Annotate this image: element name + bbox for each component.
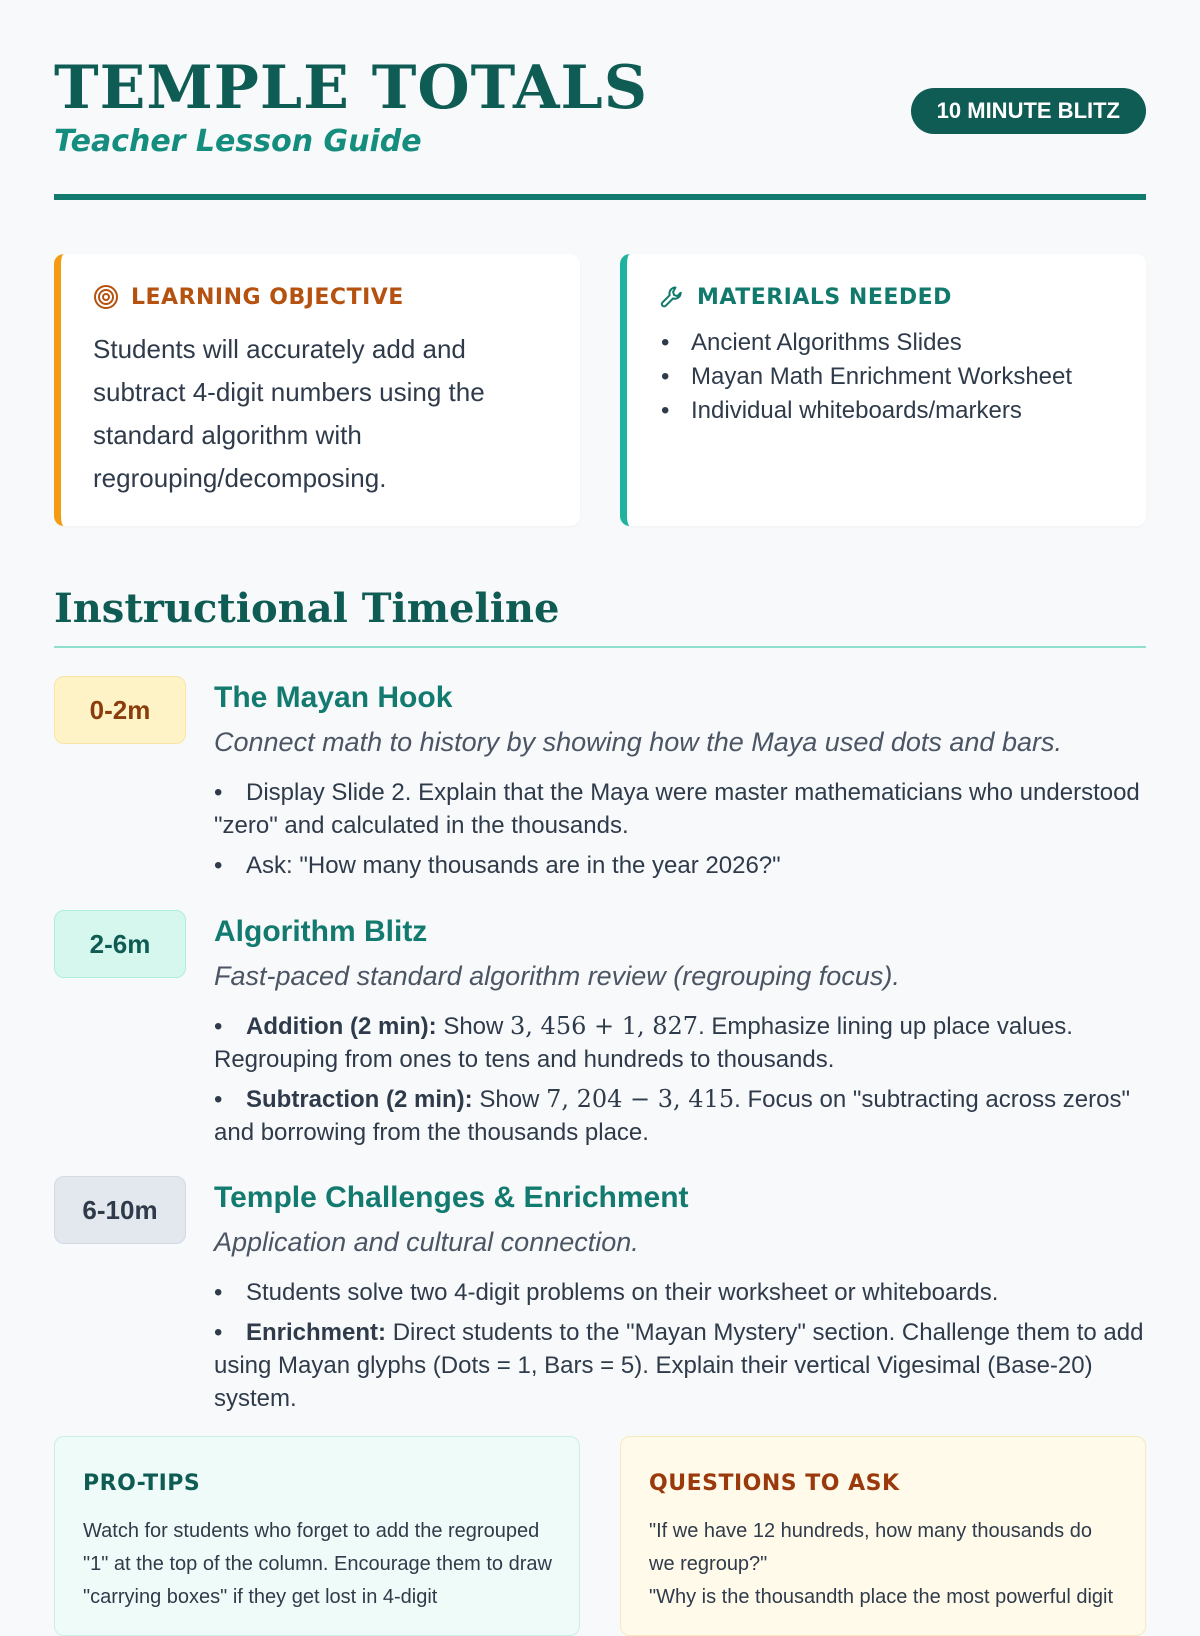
questions-list [649, 1515, 1121, 1614]
bullet-prefix: Show [443, 1013, 504, 1040]
step-title: The Mayan Hook [214, 681, 453, 714]
wrench-icon [659, 284, 685, 310]
list-item [214, 776, 1146, 842]
list-item: • Mayan Math Enrichment Worksheet [659, 360, 1126, 394]
step-description: Application and cultural connection. [214, 1227, 639, 1257]
learning-objective-label: LEARNING OBJECTIVE [131, 284, 404, 310]
timeline-title: Instructional Timeline [54, 585, 560, 632]
bullet-prefix: Show [479, 1086, 540, 1113]
learning-objective-text: Students will accurately add and subtract 4-digit numbers using the standard algorithm with regrouping/decomposing. [93, 334, 485, 493]
question-item: "Why is the thousandth place the most powerful digit [649, 1586, 1114, 1608]
learning-objective-card [54, 254, 580, 526]
step-body [214, 1176, 1146, 1422]
materials-card [620, 254, 1146, 526]
time-badge: 6-10m [54, 1176, 186, 1244]
questions-card [620, 1436, 1146, 1636]
step-bullets [214, 776, 1146, 882]
time-badge: 2-6m [54, 910, 186, 978]
pro-tips-heading: PRO-TIPS [83, 1471, 201, 1496]
materials-label: MATERIALS NEEDED [697, 284, 952, 310]
step-title: Temple Challenges & Enrichment [214, 1181, 689, 1214]
list-item [214, 1010, 1146, 1076]
header [54, 52, 1146, 200]
learning-objective-heading [93, 284, 404, 310]
list-item [214, 1316, 1146, 1415]
math-expression: 7, 204 − 3, 415 [546, 1085, 735, 1113]
step-bullets [214, 1010, 1146, 1149]
math-expression: 3, 456 + 1, 827 [510, 1012, 699, 1040]
materials-list [659, 326, 1126, 428]
materials-heading [659, 284, 952, 310]
question-item: "If we have 12 hundreds, how many thousands do we regroup?" [649, 1520, 1092, 1575]
bullet-text: Display Slide 2. Explain that the Maya were master mathematicians who understood "zero" and calculated in the thousands. [214, 779, 1140, 839]
list-item: • Individual whiteboards/markers [659, 394, 1126, 428]
pro-tips-card [54, 1436, 580, 1636]
timeline-divider [54, 646, 1146, 648]
list-item [214, 849, 1146, 882]
duration-badge: 10 MINUTE BLITZ [911, 88, 1146, 134]
list-item: • Ancient Algorithms Slides [659, 326, 1126, 360]
page-subtitle: Teacher Lesson Guide [54, 124, 422, 159]
step-body [214, 676, 1146, 889]
questions-heading: QUESTIONS TO ASK [649, 1471, 900, 1496]
list-item [214, 1276, 1146, 1309]
step-description: Connect math to history by showing how the Maya used dots and bars. [214, 727, 1062, 757]
bullet-text: . Focus on "subtracting across zeros" and borrowing from the thousands place. [214, 1086, 1130, 1146]
bullet-text: . Emphasize lining up place values. Regrouping from ones to tens and hundreds to thousands. [214, 1013, 1073, 1073]
step-bullets [214, 1276, 1146, 1415]
bullet-label: Enrichment: [246, 1319, 387, 1346]
pro-tips-text: Watch for students who forget to add the regrouped "1" at the top of the column. Encourage them to draw "carrying boxes" if they get lost in 4-digit [83, 1520, 552, 1608]
bullet-text: Direct students to the "Mayan Mystery" section. Challenge them to add using Mayan glyphs (Dots = 1, Bars = 5). Explain their vertical Vigesimal (Base-20) system. [214, 1319, 1144, 1412]
bullet-text: Students solve two 4-digit problems on their worksheet or whiteboards. [246, 1279, 999, 1306]
bullet-text: Ask: "How many thousands are in the year 2026?" [246, 852, 781, 879]
header-divider [54, 194, 1146, 200]
step-body [214, 910, 1146, 1156]
page-title: TEMPLE TOTALS [54, 53, 649, 123]
target-icon [93, 284, 119, 310]
bullet-label: Addition (2 min): [246, 1013, 437, 1040]
list-item [214, 1083, 1146, 1149]
time-badge: 0-2m [54, 676, 186, 744]
bullet-label: Subtraction (2 min): [246, 1086, 473, 1113]
step-title: Algorithm Blitz [214, 915, 428, 948]
step-description: Fast-paced standard algorithm review (regrouping focus). [214, 961, 900, 991]
